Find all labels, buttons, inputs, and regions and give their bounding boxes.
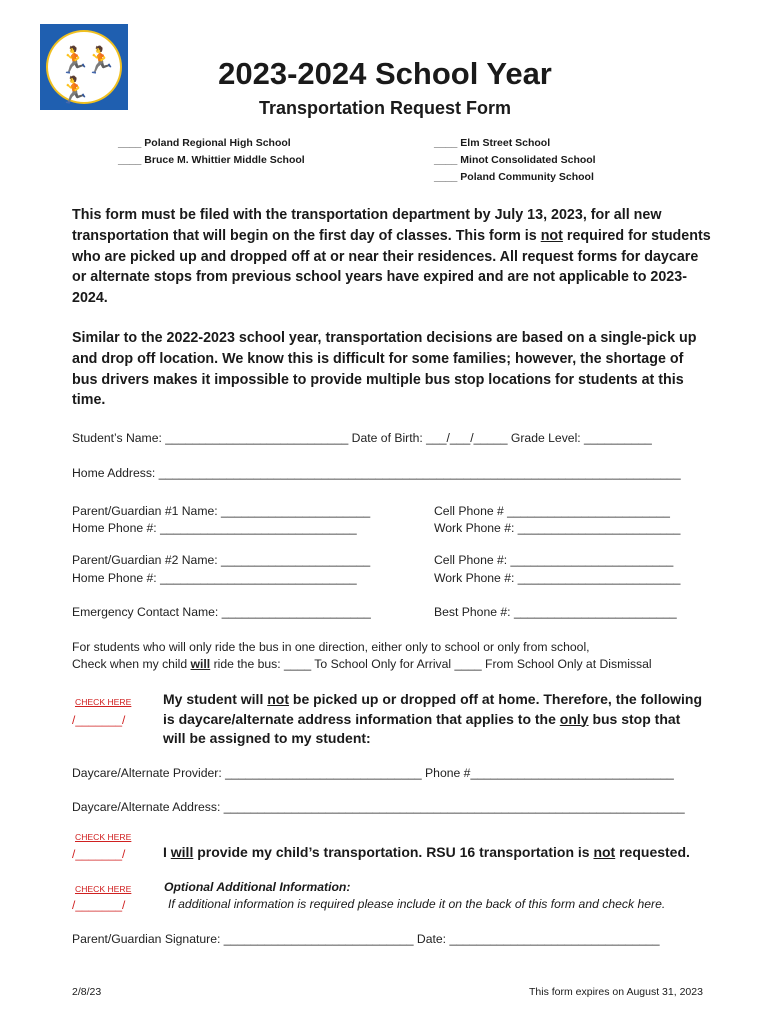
school-option-elm-street[interactable]: ____ Elm Street School: [434, 137, 551, 149]
check-box-1[interactable]: /_______/: [72, 713, 126, 727]
signature-row[interactable]: Parent/Guardian Signature: ____________________________ Date: _______________________________: [72, 932, 660, 946]
school-option-minot[interactable]: ____ Minot Consolidated School: [434, 154, 596, 166]
option2-not: not: [593, 844, 616, 860]
parent1-home-phone-field[interactable]: Home Phone #: _____________________________: [72, 521, 357, 535]
school-option-poland-community[interactable]: ____ Poland Community School: [434, 171, 594, 183]
option2-text-a: I: [163, 844, 171, 860]
check-box-2[interactable]: /_______/: [72, 847, 126, 861]
option1-text-a: My student will: [163, 691, 268, 707]
policy-paragraph: Similar to the 2022-2023 school year, transportation decisions are based on a single-pick up and drop off location. We know this is difficult for some families; however, the shortage of bus drivers makes it impossible to provide multiple bus stop locations for students at this time.: [72, 330, 697, 409]
option1-text-c: bus stop that will be assigned to my student:: [163, 710, 681, 746]
optional-info-text: If additional information is required please include it on the back of this form and check here.: [168, 897, 666, 911]
footer-expiry: This form expires on August 31, 2023: [529, 986, 703, 998]
option1-text-b: be picked up or dropped off at home. Therefore, the following is daycare/alternate address information that applies to the: [163, 691, 703, 727]
school-option-whittier-middle[interactable]: ____ Bruce M. Whittier Middle School: [118, 154, 305, 166]
parent1-cell-phone-field[interactable]: Cell Phone # ________________________: [434, 504, 670, 518]
option2-will: will: [170, 844, 194, 860]
option-alternate-address: [163, 690, 703, 749]
parent2-work-phone-field[interactable]: Work Phone #: ________________________: [434, 571, 681, 585]
parent1-name-field[interactable]: Parent/Guardian #1 Name: ______________________: [72, 504, 371, 518]
instructions-emphasis: not: [540, 227, 563, 244]
best-phone-field[interactable]: Best Phone #: ________________________: [434, 605, 677, 619]
daycare-provider-field[interactable]: Daycare/Alternate Provider: _____________________________ Phone #______________________________: [72, 766, 674, 780]
parent2-home-phone-field[interactable]: Home Phone #: _____________________________: [72, 571, 357, 585]
instructions-text-a: This form must be filed with the transportation department by July 13, 2023, for all new transportation that will begin on the first day of classes. This form is: [72, 207, 662, 244]
parent1-work-phone-field[interactable]: Work Phone #: ________________________: [434, 521, 681, 535]
one-direction-choices[interactable]: ride the bus: ____ To School Only for Arrival ____ From School Only at Dismissal: [210, 657, 652, 671]
one-direction-label-a: Check when my child: [72, 657, 191, 671]
footer-date: 2/8/23: [72, 986, 102, 998]
logo-children-figures: 🏃🏃🏃: [58, 46, 111, 106]
option1-not: not: [267, 691, 289, 707]
optional-info-heading: Optional Additional Information:: [164, 880, 351, 894]
school-option-poland-high[interactable]: ____ Poland Regional High School: [118, 137, 291, 149]
daycare-address-field[interactable]: Daycare/Alternate Address: ____________________________________________________________________: [72, 800, 685, 814]
option2-text-b: provide my child’s transportation. RSU 16 transportation is: [193, 844, 594, 860]
option-parent-transport: [163, 843, 690, 863]
check-here-label-2: CHECK HERE: [75, 832, 132, 842]
one-direction-note: For students who will only ride the bus in one direction, either only to school or only from school,: [72, 640, 590, 654]
student-info-row[interactable]: Student’s Name: ___________________________ Date of Birth: ___/___/_____ Grade Level: __________: [72, 431, 652, 445]
option2-text-c: requested.: [615, 844, 690, 860]
check-box-3[interactable]: /_______/: [72, 898, 126, 912]
emergency-contact-field[interactable]: Emergency Contact Name: ______________________: [72, 605, 371, 619]
parent2-cell-phone-field[interactable]: Cell Phone #: ________________________: [434, 553, 674, 567]
page-title: 2023-2024 School Year: [218, 56, 552, 91]
instructions-paragraph: [72, 205, 712, 309]
one-direction-will: will: [190, 657, 211, 671]
option1-only: only: [559, 710, 589, 727]
parent2-name-field[interactable]: Parent/Guardian #2 Name: ______________________: [72, 553, 371, 567]
home-address-field[interactable]: Home Address: _____________________________________________________________________________: [72, 466, 681, 480]
check-here-label-3: CHECK HERE: [75, 884, 132, 894]
check-here-label-1: CHECK HERE: [75, 697, 132, 707]
page-subtitle: Transportation Request Form: [258, 98, 512, 118]
instructions-text-b: required for students who are picked up and dropped off at or near their residences. All request forms for daycare or alternate stops from previous school years have expired and are not applicable to 2023-2024.: [72, 227, 711, 307]
one-direction-options[interactable]: [72, 657, 652, 671]
